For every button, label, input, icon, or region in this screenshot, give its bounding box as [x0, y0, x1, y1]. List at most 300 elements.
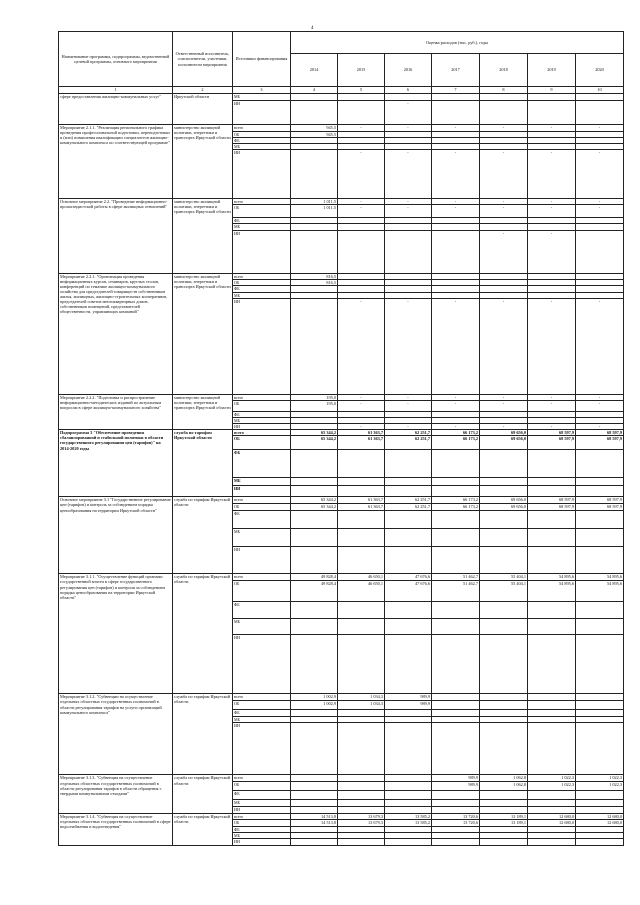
- value-cell: [432, 602, 480, 619]
- funding-source: ИИ: [233, 806, 291, 813]
- program-name: Мероприятие 3.1.4. "Субвенция на осуществление отдельных областных государственных полномочий в сфере водоснабжения и водоотведения": [59, 813, 173, 845]
- responsible-executor: министерство жилищной политики, энергетики и транспорта Иркутской области: [173, 394, 233, 429]
- value-cell: [385, 511, 432, 529]
- value-cell: -: [528, 199, 576, 205]
- funding-source: ФБ: [233, 710, 291, 717]
- funding-source: ИИ: [233, 230, 291, 273]
- funding-source: МБ: [233, 717, 291, 723]
- value-cell: [432, 478, 480, 486]
- header-year-2016: 2016: [385, 54, 432, 87]
- value-cell: -: [528, 424, 576, 430]
- funding-source: МБ: [233, 292, 291, 298]
- value-cell: [291, 619, 338, 635]
- value-cell: -: [528, 205, 576, 218]
- value-cell: [338, 710, 385, 717]
- value-cell: [480, 723, 528, 775]
- funding-source: всего: [233, 430, 291, 436]
- funding-source: МБ: [233, 619, 291, 635]
- value-cell: [576, 450, 624, 478]
- value-cell: 68 597,9: [576, 497, 624, 504]
- column-number: 9: [528, 87, 576, 94]
- value-cell: [291, 101, 338, 125]
- value-cell: 46 650,1: [338, 581, 385, 602]
- value-cell: 945,5: [291, 125, 338, 132]
- header-year-2017: 2017: [432, 54, 480, 87]
- value-cell: 1 022,3: [528, 782, 576, 791]
- program-name: Мероприятие 3.1.2. "Субвенции на осуществление отдельных областных государственных полномочий в области регулирования тарифов на услуги организаций коммунального комплекса": [59, 694, 173, 775]
- value-cell: [432, 547, 480, 574]
- value-cell: 68 597,9: [528, 430, 576, 436]
- table-row: [59, 694, 624, 701]
- value-cell: -: [338, 205, 385, 218]
- funding-source: всего: [233, 125, 291, 132]
- value-cell: [528, 838, 576, 845]
- value-cell: [291, 547, 338, 574]
- responsible-executor: служба по тарифам Иркутской области: [173, 775, 233, 813]
- value-cell: -: [432, 205, 480, 218]
- responsible-executor: служба по тарифам Иркутской области: [173, 497, 233, 574]
- value-cell: [291, 285, 338, 292]
- value-cell: -: [338, 150, 385, 199]
- table-header: [59, 32, 624, 94]
- value-cell: [528, 791, 576, 800]
- value-cell: [528, 619, 576, 635]
- column-number: 10: [576, 87, 624, 94]
- responsible-executor: служба по тарифам Иркутской области: [173, 430, 233, 497]
- table-row: [59, 497, 624, 504]
- value-cell: 13 720,6: [432, 819, 480, 826]
- column-number: 4: [291, 87, 338, 94]
- value-cell: [338, 791, 385, 800]
- value-cell: [576, 723, 624, 775]
- funding-source: МБ: [233, 478, 291, 486]
- funding-source: ФБ: [233, 450, 291, 478]
- value-cell: [338, 635, 385, 694]
- value-cell: 55 404,1: [480, 581, 528, 602]
- expenditure-table: [58, 31, 624, 846]
- funding-source: ФБ: [233, 791, 291, 800]
- value-cell: [432, 806, 480, 813]
- value-cell: 66 173,2: [432, 436, 480, 450]
- value-cell: -: [576, 400, 624, 411]
- value-cell: [385, 619, 432, 635]
- value-cell: [480, 806, 528, 813]
- value-cell: -: [432, 400, 480, 411]
- value-cell: [576, 710, 624, 717]
- program-name: Мероприятие 2.1.1. "Реализация регионального графика проведения профессиональной подготовки, переподготовки и (или) повышения квалификации специалистов жилищно-коммунального комплекса по соответствующей программе": [59, 125, 173, 199]
- value-cell: 989,9: [385, 701, 432, 710]
- value-cell: [432, 285, 480, 292]
- value-cell: 1 062,8: [480, 775, 528, 782]
- value-cell: [576, 806, 624, 813]
- value-cell: [338, 94, 385, 101]
- value-cell: 13 189,1: [480, 813, 528, 819]
- value-cell: 61 363,7: [338, 497, 385, 504]
- value-cell: [576, 94, 624, 101]
- value-cell: [338, 775, 385, 782]
- value-cell: -: [528, 150, 576, 199]
- table-row: [59, 125, 624, 132]
- value-cell: 13 720,6: [432, 813, 480, 819]
- value-cell: [338, 511, 385, 529]
- program-name: сфере предоставления жилищно-коммунальных услуг": [59, 94, 173, 125]
- value-cell: [528, 806, 576, 813]
- value-cell: [480, 94, 528, 101]
- responsible-executor: министерство жилищной политики, энергетики и транспорта Иркутской области: [173, 273, 233, 394]
- header-program: Наименование программы, подпрограммы, ведомственной целевой программы, основного мероприятия: [59, 32, 173, 87]
- value-cell: -: [338, 400, 385, 411]
- value-cell: -: [480, 150, 528, 199]
- value-cell: 62 251,7: [385, 504, 432, 511]
- value-cell: [480, 511, 528, 529]
- value-cell: 68 597,9: [528, 504, 576, 511]
- column-number: 5: [338, 87, 385, 94]
- funding-source: всего: [233, 394, 291, 400]
- value-cell: [480, 529, 528, 547]
- responsible-executor: министерство жилищной политики, энергетики и транспорта Иркутской области: [173, 125, 233, 199]
- value-cell: [291, 298, 338, 394]
- funding-source: всего: [233, 775, 291, 782]
- column-number: 7: [432, 87, 480, 94]
- value-cell: 1 022,3: [576, 775, 624, 782]
- value-cell: 61 363,7: [338, 430, 385, 436]
- funding-source: ИИ: [233, 547, 291, 574]
- value-cell: 68 597,9: [576, 504, 624, 511]
- value-cell: [385, 486, 432, 497]
- value-cell: 12 680,0: [576, 813, 624, 819]
- funding-source: МБ: [233, 800, 291, 806]
- value-cell: [528, 511, 576, 529]
- value-cell: 68 597,9: [576, 436, 624, 450]
- value-cell: 47 676,6: [385, 581, 432, 602]
- value-cell: [576, 486, 624, 497]
- value-cell: [338, 230, 385, 273]
- value-cell: [291, 450, 338, 478]
- value-cell: -: [528, 298, 576, 394]
- funding-source: МБ: [233, 144, 291, 150]
- value-cell: [385, 710, 432, 717]
- value-cell: 62 251,7: [385, 497, 432, 504]
- value-cell: 989,9: [432, 775, 480, 782]
- value-cell: [338, 806, 385, 813]
- value-cell: 989,9: [432, 782, 480, 791]
- value-cell: [528, 723, 576, 775]
- funding-source: ФБ: [233, 138, 291, 144]
- value-cell: -: [338, 199, 385, 205]
- value-cell: 12 680,0: [528, 813, 576, 819]
- value-cell: -: [338, 298, 385, 394]
- program-name: Мероприятие 2.2.2. "Подготовка и распространение информационно-методических изданий по актуальным вопросам в сфере жилищно-коммунального хозяйства": [59, 394, 173, 429]
- funding-source: ОБ: [233, 819, 291, 826]
- value-cell: [480, 101, 528, 125]
- value-cell: [338, 782, 385, 791]
- value-cell: 12 680,0: [576, 819, 624, 826]
- value-cell: [432, 838, 480, 845]
- funding-source: МБ: [233, 832, 291, 838]
- value-cell: [480, 635, 528, 694]
- value-cell: -: [338, 424, 385, 430]
- value-cell: -: [338, 125, 385, 132]
- value-cell: 65 344,2: [291, 504, 338, 511]
- funding-source: МБ: [233, 529, 291, 547]
- funding-source: ОБ: [233, 701, 291, 710]
- value-cell: [432, 635, 480, 694]
- value-cell: 69 656,0: [480, 430, 528, 436]
- value-cell: -: [432, 298, 480, 394]
- value-cell: [576, 547, 624, 574]
- value-cell: -: [576, 298, 624, 394]
- value-cell: 69 656,0: [480, 504, 528, 511]
- value-cell: 68 597,9: [528, 436, 576, 450]
- value-cell: [338, 619, 385, 635]
- value-cell: [480, 838, 528, 845]
- funding-source: всего: [233, 574, 291, 581]
- value-cell: -: [528, 400, 576, 411]
- value-cell: [291, 635, 338, 694]
- value-cell: 47 676,6: [385, 574, 432, 581]
- header-year-2014: 2014: [291, 54, 338, 87]
- value-cell: 55 404,1: [480, 574, 528, 581]
- value-cell: 65 344,2: [291, 436, 338, 450]
- funding-source: ИИ: [233, 635, 291, 694]
- value-cell: [385, 806, 432, 813]
- value-cell: 54 895,6: [576, 581, 624, 602]
- value-cell: [576, 602, 624, 619]
- value-cell: [432, 694, 480, 701]
- funding-source: ОБ: [233, 581, 291, 602]
- value-cell: [291, 602, 338, 619]
- responsible-executor: министерство жилищной политики, энергетики и транспорта Иркутской области: [173, 199, 233, 273]
- funding-source: ИИ: [233, 723, 291, 775]
- value-cell: [338, 486, 385, 497]
- value-cell: -: [480, 205, 528, 218]
- value-cell: 195,0: [291, 400, 338, 411]
- value-cell: -: [576, 150, 624, 199]
- table-body: [59, 94, 624, 846]
- value-cell: [338, 529, 385, 547]
- value-cell: [338, 547, 385, 574]
- value-cell: [385, 782, 432, 791]
- value-cell: 1 034,3: [338, 694, 385, 701]
- value-cell: [385, 529, 432, 547]
- funding-source: ФБ: [233, 826, 291, 832]
- value-cell: [385, 478, 432, 486]
- value-cell: -: [432, 199, 480, 205]
- value-cell: [385, 602, 432, 619]
- value-cell: [385, 775, 432, 782]
- value-cell: 66 173,2: [432, 504, 480, 511]
- value-cell: [480, 478, 528, 486]
- value-cell: [338, 101, 385, 125]
- responsible-executor: служба по тарифам Иркутской области: [173, 694, 233, 775]
- column-number: 2: [173, 87, 233, 94]
- value-cell: [528, 547, 576, 574]
- value-cell: [576, 285, 624, 292]
- value-cell: -: [385, 150, 432, 199]
- funding-source: ФБ: [233, 602, 291, 619]
- program-name: Мероприятие 3.1.3. "Субвенция на осуществление отдельных областных государственных полномочий в области регулирования тарифов в области обращения с твердыми коммунальными отходами": [59, 775, 173, 813]
- funding-source: МБ: [233, 418, 291, 424]
- value-cell: [291, 723, 338, 775]
- funding-source: всего: [233, 273, 291, 279]
- value-cell: [576, 791, 624, 800]
- value-cell: 1 034,3: [338, 701, 385, 710]
- value-cell: 61 363,7: [338, 504, 385, 511]
- value-cell: [576, 511, 624, 529]
- value-cell: [480, 710, 528, 717]
- value-cell: [480, 602, 528, 619]
- value-cell: [385, 230, 432, 273]
- value-cell: 1 002,9: [291, 701, 338, 710]
- value-cell: -: [385, 400, 432, 411]
- funding-source: МБ: [233, 94, 291, 101]
- value-cell: [528, 478, 576, 486]
- value-cell: [338, 285, 385, 292]
- value-cell: 1 011,5: [291, 205, 338, 218]
- funding-source: ИИ: [233, 424, 291, 430]
- value-cell: [528, 94, 576, 101]
- value-cell: 13 679,3: [338, 819, 385, 826]
- value-cell: [338, 723, 385, 775]
- value-cell: 66 173,2: [432, 497, 480, 504]
- responsible-executor: Иркутской области: [173, 94, 233, 125]
- value-cell: -: [528, 394, 576, 400]
- value-cell: [432, 723, 480, 775]
- value-cell: 65 344,2: [291, 430, 338, 436]
- value-cell: [291, 94, 338, 101]
- funding-source: всего: [233, 813, 291, 819]
- column-number: 6: [385, 87, 432, 94]
- table-row: [59, 574, 624, 581]
- value-cell: 51 462,7: [432, 574, 480, 581]
- value-cell: -: [385, 298, 432, 394]
- funding-source: ИИ: [233, 101, 291, 125]
- program-name: Основное мероприятие 3.1 "Государственное регулирование цен (тарифов) и контроль за соблюдением порядка ценообразования на территории Иркутской области": [59, 497, 173, 574]
- value-cell: [338, 450, 385, 478]
- value-cell: [432, 791, 480, 800]
- value-cell: [528, 602, 576, 619]
- value-cell: [385, 791, 432, 800]
- value-cell: 1 062,8: [480, 782, 528, 791]
- value-cell: 13 679,3: [338, 813, 385, 819]
- value-cell: 49 828,4: [291, 581, 338, 602]
- program-name: Подпрограмма 3 "Обеспечение проведения сбалансированной и стабильной политики в области государственного регулирования цен (тарифов)" на 2014-2020 годы: [59, 430, 173, 497]
- value-cell: [528, 529, 576, 547]
- value-cell: 13 189,1: [480, 819, 528, 826]
- value-cell: 1 011,5: [291, 199, 338, 205]
- value-cell: 65 344,2: [291, 497, 338, 504]
- value-cell: -: [432, 125, 480, 132]
- value-cell: [432, 701, 480, 710]
- value-cell: -: [480, 400, 528, 411]
- value-cell: 13 585,2: [385, 813, 432, 819]
- value-cell: -: [576, 125, 624, 132]
- value-cell: [528, 450, 576, 478]
- value-cell: 945,5: [291, 132, 338, 138]
- value-cell: 816,5: [291, 279, 338, 285]
- value-cell: [432, 101, 480, 125]
- funding-source: МБ: [233, 224, 291, 230]
- value-cell: [576, 230, 624, 273]
- column-number: 3: [233, 87, 291, 94]
- header-estimate: Оценка расходов (тыс. руб.), годы: [291, 32, 624, 54]
- value-cell: 66 173,2: [432, 430, 480, 436]
- value-cell: [291, 838, 338, 845]
- value-cell: 49 828,4: [291, 574, 338, 581]
- column-number: 1: [59, 87, 173, 94]
- value-cell: [576, 838, 624, 845]
- value-cell: -: [576, 424, 624, 430]
- value-cell: [480, 694, 528, 701]
- funding-source: ИИ: [233, 838, 291, 845]
- value-cell: [291, 806, 338, 813]
- value-cell: -: [385, 199, 432, 205]
- value-cell: -: [385, 394, 432, 400]
- value-cell: -: [576, 205, 624, 218]
- value-cell: 69 656,0: [480, 436, 528, 450]
- header-year-2018: 2018: [480, 54, 528, 87]
- value-cell: 13 585,2: [385, 819, 432, 826]
- value-cell: [480, 619, 528, 635]
- responsible-executor: служба по тарифам Иркутской области: [173, 813, 233, 845]
- value-cell: 816,5: [291, 273, 338, 279]
- funding-source: ОБ: [233, 436, 291, 450]
- value-cell: [291, 150, 338, 199]
- value-cell: [576, 701, 624, 710]
- value-cell: [338, 838, 385, 845]
- value-cell: [480, 791, 528, 800]
- value-cell: -: [480, 230, 528, 273]
- funding-source: всего: [233, 694, 291, 701]
- value-cell: [291, 511, 338, 529]
- funding-source: ИИ: [233, 298, 291, 394]
- value-cell: -: [385, 125, 432, 132]
- value-cell: [291, 791, 338, 800]
- value-cell: [291, 486, 338, 497]
- value-cell: [291, 478, 338, 486]
- value-cell: [528, 285, 576, 292]
- value-cell: [528, 101, 576, 125]
- value-cell: [528, 635, 576, 694]
- funding-source: ФБ: [233, 411, 291, 417]
- funding-source: ОБ: [233, 782, 291, 791]
- value-cell: [291, 710, 338, 717]
- value-cell: 54 895,6: [528, 581, 576, 602]
- value-cell: 68 597,9: [576, 430, 624, 436]
- value-cell: [432, 230, 480, 273]
- value-cell: [528, 701, 576, 710]
- value-cell: 14 513,8: [291, 813, 338, 819]
- value-cell: [432, 450, 480, 478]
- value-cell: [385, 547, 432, 574]
- value-cell: [291, 775, 338, 782]
- funding-source: ФБ: [233, 511, 291, 529]
- funding-source: ОБ: [233, 279, 291, 285]
- value-cell: 62 251,7: [385, 436, 432, 450]
- value-cell: 51 462,7: [432, 581, 480, 602]
- value-cell: -: [576, 199, 624, 205]
- value-cell: [432, 710, 480, 717]
- value-cell: [528, 710, 576, 717]
- value-cell: [385, 94, 432, 101]
- value-cell: [480, 701, 528, 710]
- funding-source: ОБ: [233, 504, 291, 511]
- value-cell: 195,0: [291, 394, 338, 400]
- value-cell: [432, 619, 480, 635]
- funding-source: ОБ: [233, 205, 291, 218]
- value-cell: [480, 450, 528, 478]
- header-year-2015: 2015: [338, 54, 385, 87]
